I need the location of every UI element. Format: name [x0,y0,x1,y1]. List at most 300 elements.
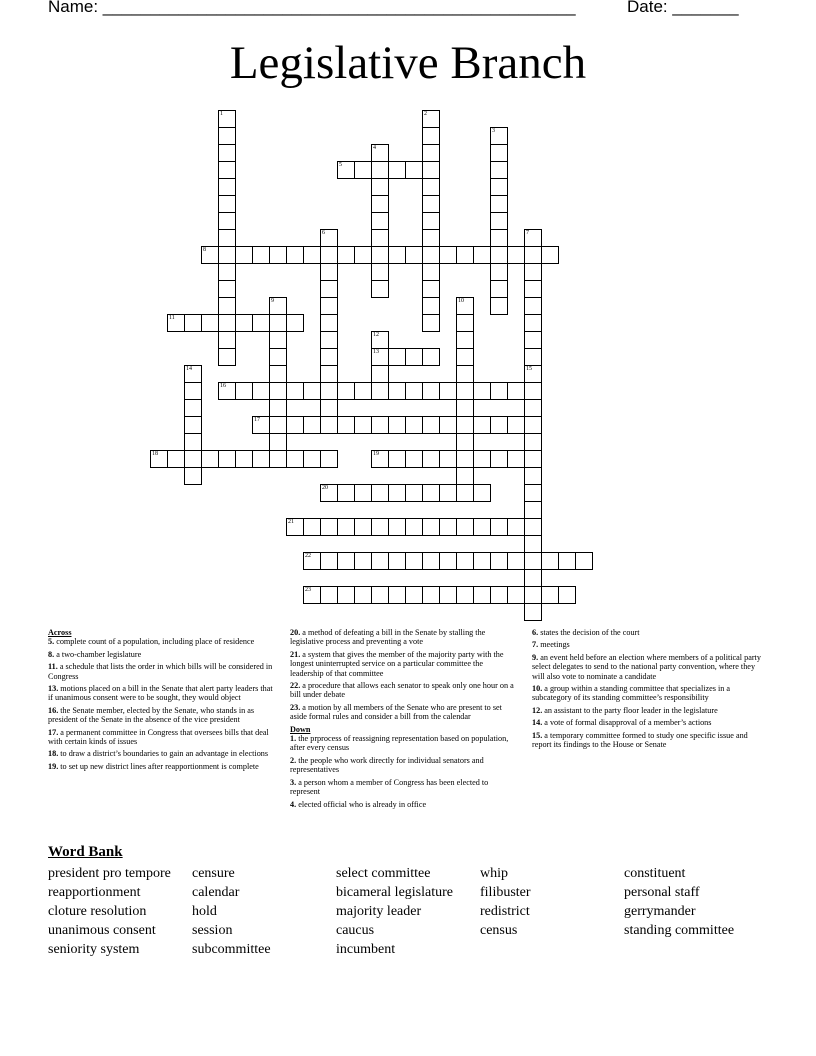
crossword-cell[interactable] [507,518,525,536]
crossword-cell[interactable] [354,161,372,179]
crossword-cell[interactable] [320,450,338,468]
clue-number: 12 [373,332,379,338]
crossword-cell[interactable] [439,246,457,264]
crossword-cell[interactable] [490,144,508,162]
crossword-cell[interactable] [218,263,236,281]
crossword-cell[interactable] [473,450,491,468]
word-bank-word: standing committee [624,923,735,938]
crossword-cell[interactable] [218,348,236,366]
crossword-cell[interactable] [371,416,389,434]
crossword-cell[interactable] [473,416,491,434]
crossword-cell[interactable] [371,331,389,349]
crossword-cell[interactable] [354,552,372,570]
crossword-cell[interactable] [235,450,253,468]
crossword-cell[interactable] [388,161,406,179]
clue-down-6: 6. states the decision of the court [532,628,640,637]
crossword-cell[interactable] [405,246,423,264]
crossword-cell[interactable] [422,178,440,196]
crossword-cell[interactable] [371,586,389,604]
crossword-cell[interactable] [371,365,389,383]
crossword-cell[interactable] [422,297,440,315]
crossword-cell[interactable] [354,246,372,264]
word-bank-word: personal staff [624,885,700,900]
word-bank-word: incumbent [336,942,396,957]
word-bank-word: cloture resolution [48,904,147,919]
crossword-cell[interactable] [524,399,542,417]
clue-across-8: 8. a two-chamber legislature [48,649,142,659]
clue-across-5: 5. complete count of a population, including place of residence [48,637,255,647]
crossword-cell[interactable] [371,144,389,162]
crossword-cell[interactable] [422,484,440,502]
crossword-cell[interactable] [456,314,474,332]
crossword-cell[interactable] [320,518,338,536]
crossword-cell[interactable] [405,518,423,536]
crossword-cell[interactable] [303,416,321,434]
crossword-cell[interactable] [507,586,525,604]
crossword-cell[interactable] [235,382,253,400]
crossword-cell[interactable] [456,382,474,400]
crossword-cell[interactable] [218,178,236,196]
crossword-cell[interactable] [286,450,304,468]
crossword-cell[interactable] [405,484,423,502]
crossword-cell[interactable] [524,229,542,247]
clue-number: 19 [373,451,379,457]
crossword-cell[interactable] [184,399,202,417]
crossword-cell[interactable] [269,246,287,264]
crossword-cell[interactable] [371,382,389,400]
crossword-cell[interactable] [252,450,270,468]
crossword-cell[interactable] [354,518,372,536]
crossword-cell[interactable] [524,535,542,553]
crossword-cell[interactable] [456,348,474,366]
crossword-cell[interactable] [337,161,355,179]
crossword-cell[interactable] [422,450,440,468]
clue-across-11: 11. a schedule that lists the order in which bills will be considered in Congress [48,662,273,681]
crossword-cell[interactable] [558,586,576,604]
crossword-cell[interactable] [184,416,202,434]
clues-column-3 [532,628,768,752]
crossword-cell[interactable] [490,450,508,468]
crossword-cell[interactable] [388,348,406,366]
crossword-cell[interactable] [524,348,542,366]
name-line: Name: __________________________________________________ [48,0,576,16]
down-heading: Down [290,724,311,734]
crossword-cell[interactable] [422,110,440,128]
crossword-cell[interactable] [490,263,508,281]
crossword-cell[interactable] [490,246,508,264]
crossword-cell[interactable] [439,416,457,434]
crossword-cell[interactable] [252,314,270,332]
crossword-cell[interactable] [320,552,338,570]
crossword-cell[interactable] [405,450,423,468]
crossword-cell[interactable] [371,552,389,570]
clue-number: 2 [424,111,427,117]
crossword-cell[interactable] [524,382,542,400]
crossword-cell[interactable] [524,314,542,332]
crossword-cell[interactable] [320,586,338,604]
crossword-cell[interactable] [337,484,355,502]
crossword-cell[interactable] [184,314,202,332]
crossword-cell[interactable] [167,450,185,468]
crossword-cell[interactable] [439,586,457,604]
crossword-cell[interactable] [422,416,440,434]
clue-number: 23 [305,587,311,593]
crossword-cell[interactable] [422,586,440,604]
crossword-cell[interactable] [558,552,576,570]
clue-down-15: 15. a temporary committee formed to study one specific issue and report its findings to the House or Senate [532,730,748,750]
crossword-cell[interactable] [507,450,525,468]
crossword-cell[interactable] [269,348,287,366]
crossword-cell[interactable] [456,399,474,417]
crossword-cell[interactable] [371,161,389,179]
clue-number: 10 [458,298,464,304]
crossword-cell[interactable] [201,450,219,468]
crossword-cell[interactable] [320,229,338,247]
crossword-cell[interactable] [320,297,338,315]
crossword-cell[interactable] [303,518,321,536]
crossword-cell[interactable] [269,399,287,417]
crossword-cell[interactable] [269,297,287,315]
clue-number: 9 [271,298,274,304]
crossword-cell[interactable] [286,416,304,434]
crossword-cell[interactable] [524,280,542,298]
crossword-cell[interactable] [218,127,236,145]
crossword-cell[interactable] [337,518,355,536]
word-bank-word: select committee [336,866,431,881]
clue-down-1: 1. the prprocess of reassigning representation based on population, after every census [290,734,509,753]
crossword-cell[interactable] [286,518,304,536]
crossword-cell[interactable] [218,314,236,332]
clue-number: 7 [526,230,529,236]
crossword-cell[interactable] [490,127,508,145]
crossword-cell[interactable] [524,365,542,383]
crossword-cell[interactable] [320,314,338,332]
crossword-cell[interactable] [507,416,525,434]
crossword-cell[interactable] [252,416,270,434]
crossword-cell[interactable] [337,382,355,400]
crossword-cell[interactable] [490,382,508,400]
clue-across-19: 19. to set up new district lines after reapportionment is complete [48,761,259,771]
crossword-cell[interactable] [184,433,202,451]
clue-number: 5 [339,162,342,168]
crossword-cell[interactable] [422,382,440,400]
clue-across-21: 21. a system that gives the member of the majority party with the longest uninterrupted service on a particular committee the leadership of that committee [290,649,504,678]
crossword-cell[interactable] [184,450,202,468]
clue-number: 17 [254,417,260,423]
clue-down-2: 2. the people who work directly for individual senators and representatives [290,755,484,775]
clue-down-4: 4. elected official who is already in office [290,799,427,809]
clue-number: 8 [203,247,206,253]
crossword-cell[interactable] [184,467,202,485]
crossword-cell[interactable] [422,552,440,570]
crossword-cell[interactable] [456,552,474,570]
crossword-cell[interactable] [524,450,542,468]
crossword-cell[interactable] [456,467,474,485]
crossword-cell[interactable] [405,382,423,400]
crossword-cell[interactable] [456,450,474,468]
crossword-cell[interactable] [490,552,508,570]
crossword-cell[interactable] [388,382,406,400]
crossword-cell[interactable] [524,331,542,349]
crossword-cell[interactable] [490,212,508,230]
page-title: Legislative Branch [229,37,587,89]
crossword-cell[interactable] [490,229,508,247]
crossword-cell[interactable] [218,195,236,213]
crossword-cell[interactable] [218,212,236,230]
crossword-cell[interactable] [524,569,542,587]
crossword-cell[interactable] [201,314,219,332]
crossword-cell[interactable] [524,416,542,434]
clues-column-1 [48,628,276,774]
crossword-cell[interactable] [456,331,474,349]
crossword-cell[interactable] [269,450,287,468]
clue-across-16: 16. the Senate member, elected by the Senate, who stands in as president of the Senate in the absence of the vice president [48,705,255,725]
crossword-cell[interactable] [490,195,508,213]
crossword-cell[interactable] [371,280,389,298]
crossword-cell[interactable] [303,382,321,400]
clue-number: 15 [526,366,532,372]
crossword-cell[interactable] [218,144,236,162]
crossword-cell[interactable] [167,314,185,332]
crossword-cell[interactable] [524,263,542,281]
crossword-cell[interactable] [422,348,440,366]
crossword-cell[interactable] [388,586,406,604]
clue-number: 14 [186,366,192,372]
crossword-cell[interactable] [439,382,457,400]
crossword-cell[interactable] [337,246,355,264]
crossword-cell[interactable] [473,382,491,400]
crossword-cell[interactable] [473,518,491,536]
clue-number: 3 [492,128,495,134]
crossword-cell[interactable] [456,586,474,604]
crossword-cell[interactable] [388,416,406,434]
crossword-cell[interactable] [320,382,338,400]
crossword-cell[interactable] [456,433,474,451]
clue-across-20: 20. a method of defeating a bill in the Senate by stalling the legislative process and preventing a vote [290,628,486,647]
crossword-cell[interactable] [269,416,287,434]
clue-down-10: 10. a group within a standing committee that specializes in a subcategory of its standing committee’s responsibility [532,684,731,703]
crossword-cell[interactable] [507,552,525,570]
crossword-cell[interactable] [320,280,338,298]
crossword-cell[interactable] [371,229,389,247]
crossword-cell[interactable] [439,552,457,570]
word-bank-word: filibuster [480,885,531,900]
clue-down-9: 9. an event held before an election where members of a political party select delegates to send to the national party convention, where they will also vote to nominate a candidate [532,652,761,681]
crossword-cell[interactable] [405,416,423,434]
word-bank-word: calendar [192,885,240,900]
clue-number: 11 [169,315,175,321]
clue-number: 18 [152,451,158,457]
crossword-cell[interactable] [490,178,508,196]
clues-column-2 [290,628,516,812]
date-line: Date: _______ [627,0,739,16]
crossword-cell[interactable] [218,382,236,400]
crossword-cell[interactable] [388,450,406,468]
crossword-cell[interactable] [541,246,559,264]
crossword-cell[interactable] [218,331,236,349]
crossword-cell[interactable] [218,161,236,179]
crossword-cell[interactable] [490,161,508,179]
crossword-cell[interactable] [422,127,440,145]
crossword-cell[interactable] [490,297,508,315]
crossword-cell[interactable] [184,365,202,383]
crossword-cell[interactable] [439,484,457,502]
clue-across-23: 23. a motion by all members of the Senate who are present to set aside formal rules and consider a bill from the calendar [290,702,502,722]
crossword-cell[interactable] [524,246,542,264]
crossword-cell[interactable] [524,433,542,451]
crossword-cell[interactable] [320,399,338,417]
crossword-cell[interactable] [490,416,508,434]
crossword-cell[interactable] [303,552,321,570]
crossword-cell[interactable] [354,382,372,400]
crossword-cell[interactable] [456,297,474,315]
crossword-cell[interactable] [473,586,491,604]
crossword-cell[interactable] [371,195,389,213]
crossword-cell[interactable] [320,263,338,281]
crossword-cell[interactable] [541,586,559,604]
clue-down-12: 12. an assistant to the party floor leader in the legislature [532,705,718,715]
crossword-cell[interactable] [218,280,236,298]
word-bank-word: reapportionment [48,885,141,900]
crossword-cell[interactable] [269,314,287,332]
crossword-cell[interactable] [405,348,423,366]
crossword-cell[interactable] [218,229,236,247]
clue-number: 16 [220,383,226,389]
crossword-cell[interactable] [456,484,474,502]
crossword-cell[interactable] [371,246,389,264]
crossword-cell[interactable] [320,365,338,383]
crossword-cell[interactable] [456,416,474,434]
crossword-cell[interactable] [405,586,423,604]
crossword-cell[interactable] [490,280,508,298]
word-bank-word: bicameral legislature [336,885,453,900]
crossword-cell[interactable] [184,382,202,400]
crossword-cell[interactable] [524,552,542,570]
crossword-cell[interactable] [490,586,508,604]
crossword-cell[interactable] [354,416,372,434]
clue-down-14: 14. a vote of formal disapproval of a member’s actions [532,718,712,728]
crossword-cell[interactable] [303,586,321,604]
crossword-cell[interactable] [150,450,168,468]
crossword-cell[interactable] [405,161,423,179]
clue-number: 13 [373,349,379,355]
crossword-cell[interactable] [388,484,406,502]
crossword-cell[interactable] [507,246,525,264]
crossword-cell[interactable] [388,518,406,536]
crossword-cell[interactable] [541,552,559,570]
crossword-cell[interactable] [354,484,372,502]
crossword-cell[interactable] [524,586,542,604]
crossword-cell[interactable] [337,552,355,570]
crossword-cell[interactable] [371,518,389,536]
crossword-cell[interactable] [286,382,304,400]
crossword-cell[interactable] [320,484,338,502]
crossword-cell[interactable] [439,450,457,468]
crossword-cell[interactable] [405,552,423,570]
clue-number: 22 [305,553,311,559]
crossword-cell[interactable] [303,450,321,468]
crossword-cell[interactable] [388,246,406,264]
crossword-cell[interactable] [269,331,287,349]
crossword-cell[interactable] [422,212,440,230]
crossword-cell[interactable] [320,416,338,434]
crossword-cell[interactable] [507,382,525,400]
crossword-cell[interactable] [422,246,440,264]
crossword-cell[interactable] [422,144,440,162]
crossword-cell[interactable] [320,246,338,264]
crossword-cell[interactable] [524,484,542,502]
crossword-cell[interactable] [388,552,406,570]
crossword-cell[interactable] [524,518,542,536]
crossword-cell[interactable] [422,263,440,281]
crossword-cell[interactable] [524,501,542,519]
crossword-cell[interactable] [575,552,593,570]
crossword-cell[interactable] [524,467,542,485]
crossword-cell[interactable] [201,246,219,264]
crossword-cell[interactable] [252,382,270,400]
crossword-cell[interactable] [422,229,440,247]
crossword-cell[interactable] [269,365,287,383]
crossword-cell[interactable] [303,246,321,264]
crossword-cell[interactable] [371,450,389,468]
crossword-cell[interactable] [218,246,236,264]
crossword-cell[interactable] [524,297,542,315]
crossword-cell[interactable] [320,331,338,349]
crossword-cell[interactable] [235,314,253,332]
crossword-cell[interactable] [473,246,491,264]
crossword-cell[interactable] [286,246,304,264]
crossword-cell[interactable] [337,416,355,434]
crossword-cell[interactable] [456,518,474,536]
crossword-cell[interactable] [286,314,304,332]
crossword-cell[interactable] [269,382,287,400]
crossword-cell[interactable] [524,603,542,621]
crossword-cell[interactable] [422,195,440,213]
word-bank-word: constituent [624,866,686,881]
clue-across-18: 18. to draw a district’s boundaries to gain an advantage in elections [48,749,269,759]
crossword-cell[interactable] [354,586,372,604]
crossword-cell[interactable] [320,348,338,366]
crossword-cell[interactable] [422,161,440,179]
clue-across-22: 22. a procedure that allows each senator to speak only one hour on a bill under debate [290,681,514,700]
crossword-cell[interactable] [371,484,389,502]
crossword-cell[interactable] [218,110,236,128]
crossword-cell[interactable] [439,518,457,536]
word-bank-word: caucus [336,923,375,938]
crossword-cell[interactable] [252,246,270,264]
crossword-cell[interactable] [371,212,389,230]
crossword-cell[interactable] [456,246,474,264]
clue-across-13: 13. motions placed on a bill in the Senate that alert party leaders that if unanimous consent were to be sought, they would object [48,684,273,703]
crossword-cell[interactable] [456,365,474,383]
crossword-cell[interactable] [422,314,440,332]
crossword-cell[interactable] [422,518,440,536]
crossword-cell[interactable] [473,552,491,570]
crossword-cell[interactable] [490,518,508,536]
crossword-cell[interactable] [269,433,287,451]
crossword-cell[interactable] [371,348,389,366]
crossword-cell[interactable] [218,297,236,315]
crossword-cell[interactable] [337,586,355,604]
crossword-cell[interactable] [235,246,253,264]
word-bank-word: subcommittee [192,942,271,957]
crossword-cell[interactable] [422,280,440,298]
crossword-cell[interactable] [218,450,236,468]
crossword-cell[interactable] [371,263,389,281]
clue-number: 21 [288,519,294,525]
crossword-cell[interactable] [371,178,389,196]
crossword-cell[interactable] [473,484,491,502]
